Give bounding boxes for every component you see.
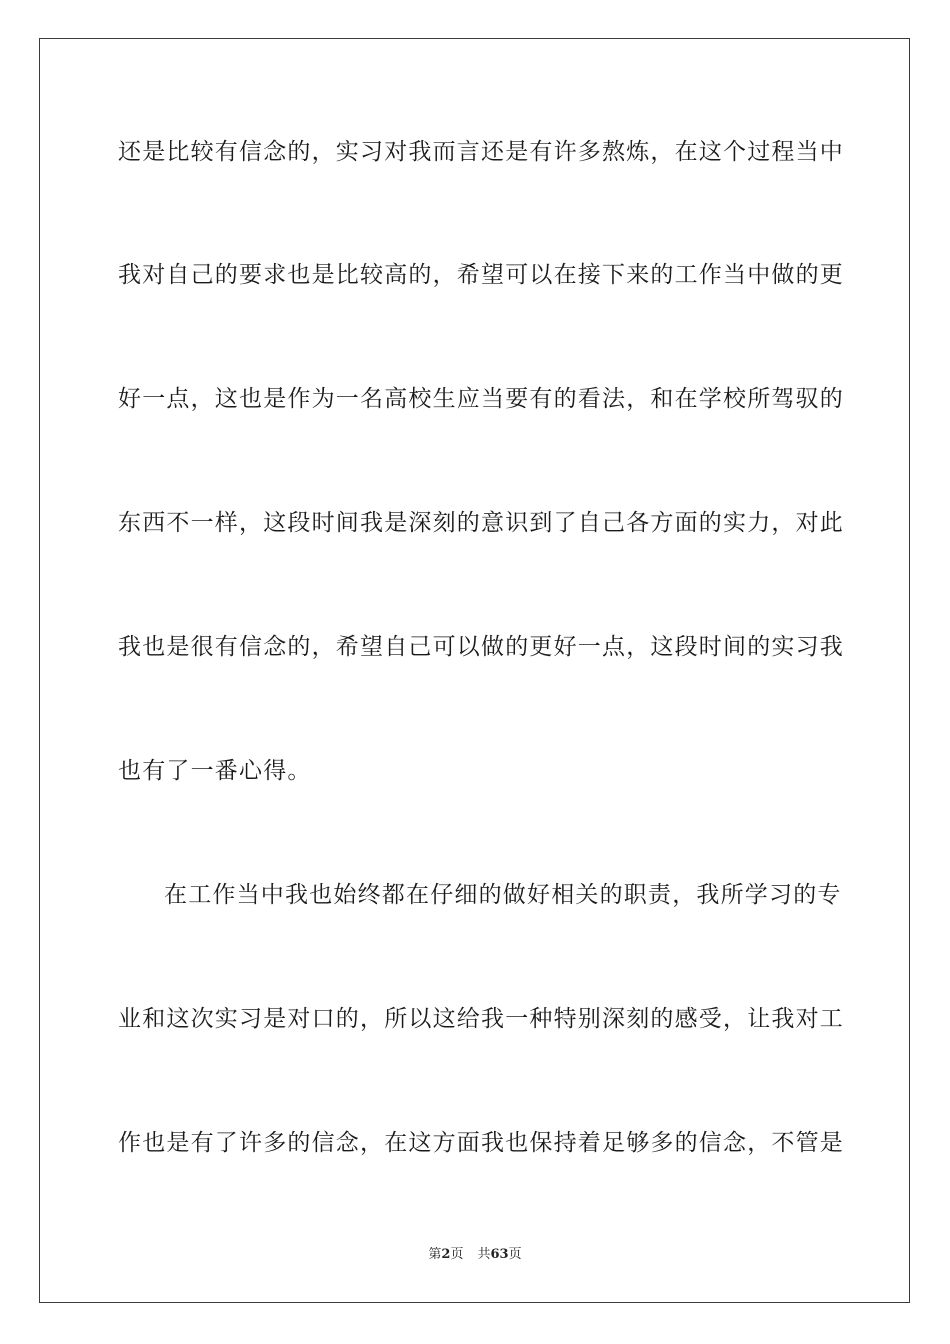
page-footer: [0, 1246, 950, 1264]
body-line-5: 我也是很有信念的，希望自己可以做的更好一点，这段时间的实习我: [118, 634, 844, 660]
body-line-8: 业和这次实习是对口的，所以这给我一种特别深刻的感受，让我对工: [118, 1006, 844, 1032]
body-line-6: 也有了一番心得。: [118, 758, 312, 784]
page-number: 2: [441, 1247, 451, 1262]
page-suffix: 页: [450, 1247, 464, 1262]
page-prefix: 第: [428, 1247, 442, 1262]
body-line-9: 作也是有了许多的信念，在这方面我也保持着足够多的信念，不管是: [118, 1130, 844, 1156]
total-prefix: 共: [477, 1247, 491, 1262]
page-border: [39, 38, 910, 1303]
body-line-2: 我对自己的要求也是比较高的，希望可以在接下来的工作当中做的更: [118, 262, 844, 288]
body-line-4: 东西不一样，这段时间我是深刻的意识到了自己各方面的实力，对此: [118, 510, 844, 536]
body-line-7: 在工作当中我也始终都在仔细的做好相关的职责，我所学习的专: [164, 882, 842, 908]
total-suffix: 页: [508, 1247, 522, 1262]
body-line-1: 还是比较有信念的，实习对我而言还是有许多熬炼，在这个过程当中: [118, 139, 844, 165]
total-pages: 63: [490, 1247, 509, 1262]
body-line-3: 好一点，这也是作为一名高校生应当要有的看法，和在学校所驾驭的: [118, 386, 844, 412]
